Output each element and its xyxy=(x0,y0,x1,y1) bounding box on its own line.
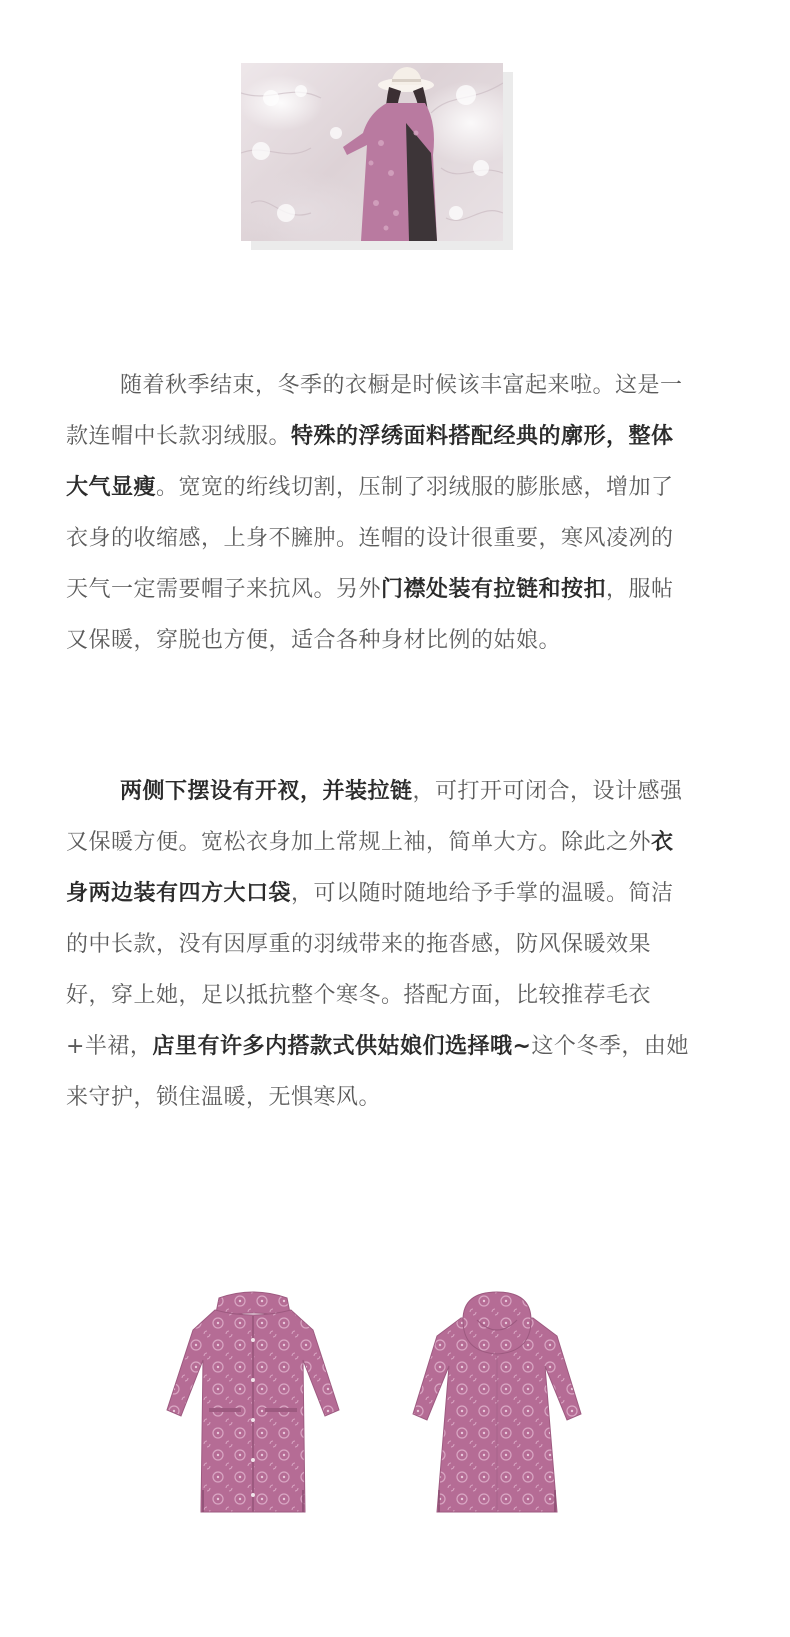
highlight-text: 衣身两边装有四方大口袋 xyxy=(66,830,674,906)
coat-back-icon xyxy=(407,1290,587,1520)
highlight-text: 店里有许多内搭款式供姑娘们选择哦~ xyxy=(152,1034,532,1059)
text-segment: ，服帖又保暖，穿脱也方便，适合各种身材比例的姑娘。 xyxy=(66,577,674,653)
product-photo-front xyxy=(163,1290,343,1524)
text-segment: ，可以随时随地给予手掌的温暖。简洁的中长款，没有因厚重的羽绒带来的拖沓感，防风保暖效果好，穿上她，足以抵抗整个寒冬。搭配方面，比较推荐毛衣+半裙， xyxy=(66,881,674,1059)
product-photo-back xyxy=(407,1290,587,1524)
description-paragraph-2 xyxy=(66,766,692,1123)
coat-front-icon xyxy=(163,1290,343,1520)
highlight-text: 特殊的浮绣面料搭配经典的廓形，整体大气显瘦 xyxy=(66,424,674,500)
description-paragraph-1 xyxy=(66,360,692,666)
hero-photo xyxy=(241,63,503,241)
highlight-text: 两侧下摆设有开衩，并装拉链 xyxy=(120,779,413,804)
woman-in-coat-icon xyxy=(241,63,503,241)
highlight-text: 门襟处装有拉链和按扣 xyxy=(381,577,607,602)
text-segment: ，可打开可闭合，设计感强又保暖方便。宽松衣身加上常规上袖，简单大方。除此之外 xyxy=(66,779,683,855)
text-segment: 。宽宽的绗线切割，压制了羽绒服的膨胀感，增加了衣身的收缩感，上身不臃肿。连帽的设计很重要，寒风凌冽的天气一定需要帽子来抗风。另外 xyxy=(66,475,674,602)
text-segment: 随着秋季结束，冬季的衣橱是时候该丰富起来啦。这是一款连帽中长款羽绒服。 xyxy=(66,373,683,449)
text-segment: 这个冬季，由她来守护，锁住温暖，无惧寒风。 xyxy=(66,1034,689,1110)
